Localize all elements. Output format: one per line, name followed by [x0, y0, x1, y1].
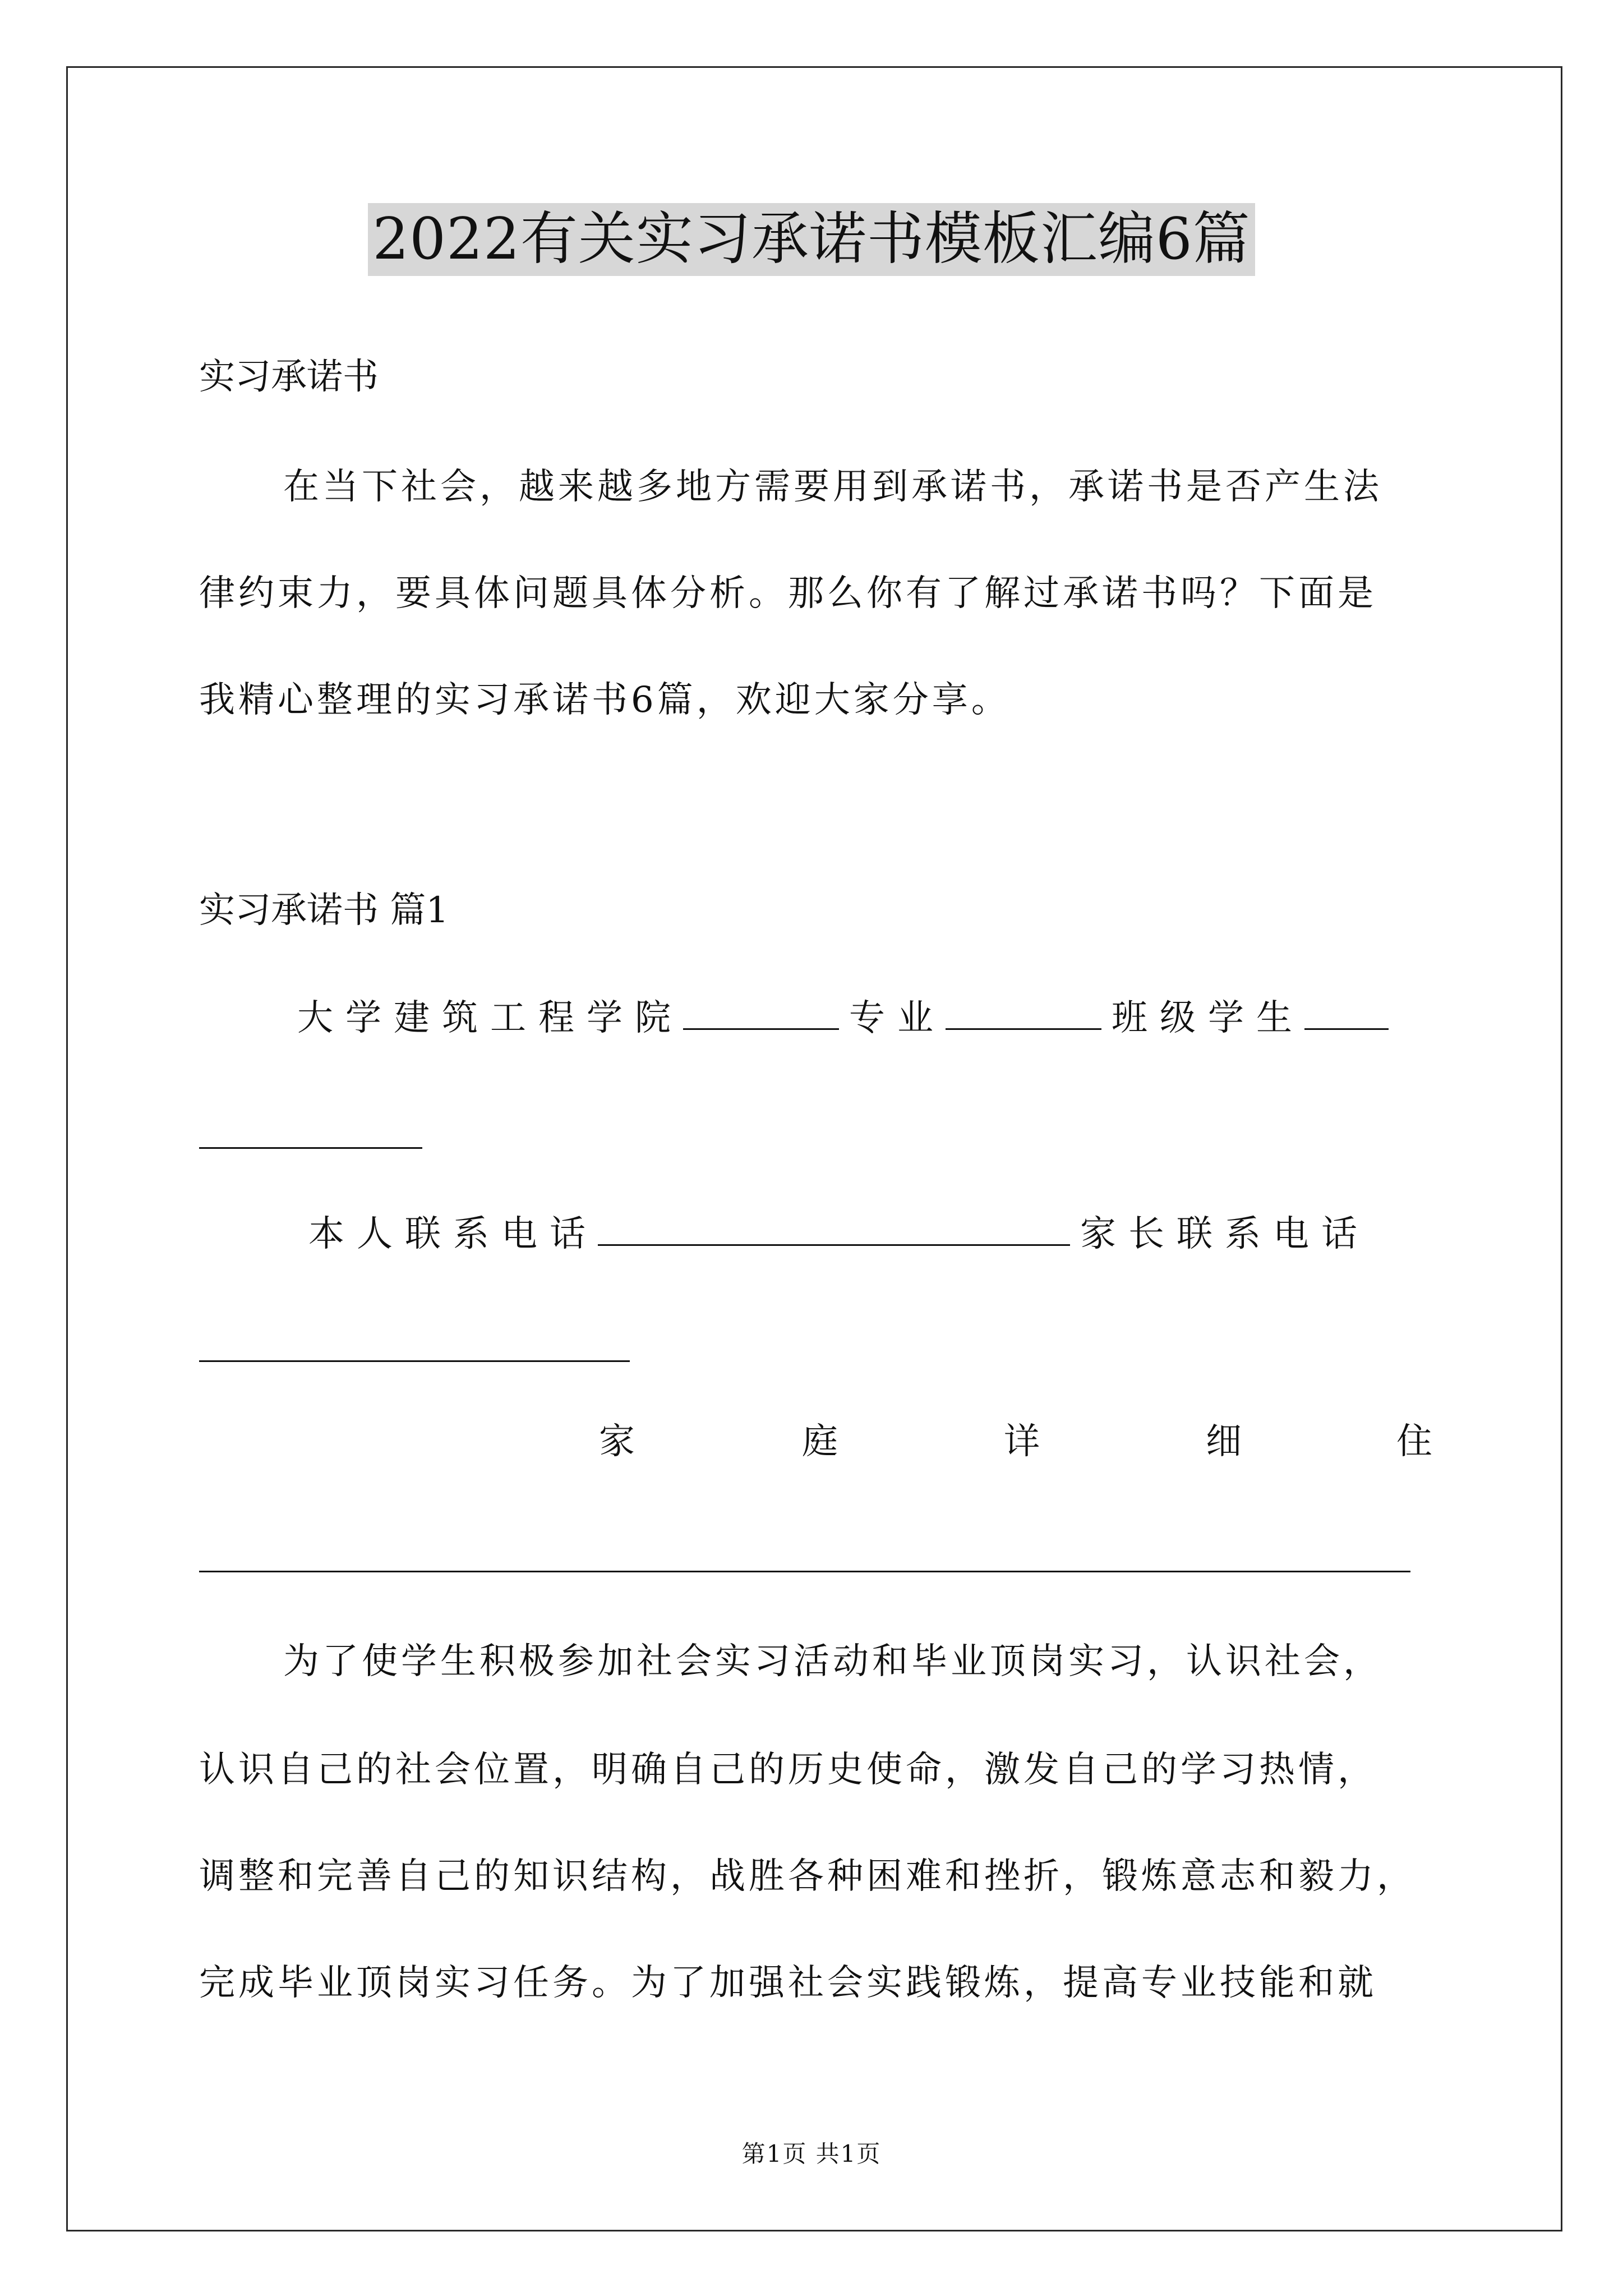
intro-paragraph-line: 在当下社会，越来越多地方需要用到承诺书，承诺书是否产生法 — [283, 466, 1382, 508]
body-paragraph-line: 认识自己的社会位置，明确自己的历史使命，激发自己的学习热情， — [199, 1749, 1377, 1791]
student-name-blank[interactable] — [1304, 996, 1389, 1030]
address-label-char: 细 — [1206, 1421, 1242, 1462]
title-container — [0, 203, 1623, 276]
address-label-char: 家 — [599, 1421, 635, 1462]
parent-phone-blank[interactable] — [199, 1360, 630, 1362]
address-blank[interactable] — [199, 1571, 1410, 1572]
major-label: 专业 — [849, 997, 946, 1039]
student-name-blank-continued[interactable] — [199, 1147, 422, 1149]
class-blank[interactable] — [946, 996, 1101, 1030]
school-label: 大学建筑工程学院 — [297, 997, 683, 1039]
address-label-char: 庭 — [802, 1421, 838, 1462]
body-paragraph-line: 完成毕业顶岗实习任务。为了加强社会实践锻炼，提高专业技能和就 — [199, 1962, 1377, 2004]
school-major-class-line — [297, 996, 1389, 1041]
class-student-label: 班级学生 — [1112, 997, 1304, 1039]
parent-phone-label: 家长联系电话 — [1080, 1213, 1370, 1255]
address-label-char: 住 — [1396, 1421, 1432, 1462]
address-label-char: 详 — [1004, 1421, 1040, 1462]
intro-heading: 实习承诺书 — [199, 356, 379, 398]
intro-paragraph-line: 律约束力，要具体问题具体分析。那么你有了解过承诺书吗？下面是 — [199, 573, 1377, 614]
major-blank[interactable] — [683, 996, 839, 1030]
phone-label: 本人联系电话 — [308, 1213, 598, 1255]
phone-blank[interactable] — [598, 1212, 1070, 1246]
phone-line — [308, 1212, 1370, 1257]
intro-paragraph-line: 我精心整理的实习承诺书6篇，欢迎大家分享。 — [199, 679, 1011, 721]
document-title: 2022有关实习承诺书模板汇编6篇 — [368, 203, 1255, 276]
body-paragraph-line: 调整和完善自己的知识结构，战胜各种困难和挫折，锻炼意志和毅力， — [199, 1856, 1416, 1897]
section-heading: 实习承诺书 篇1 — [199, 890, 449, 931]
page-number-footer: 第1页 共1页 — [741, 2140, 882, 2168]
body-paragraph-line: 为了使学生积极参加社会实习活动和毕业顶岗实习，认识社会， — [283, 1641, 1382, 1682]
